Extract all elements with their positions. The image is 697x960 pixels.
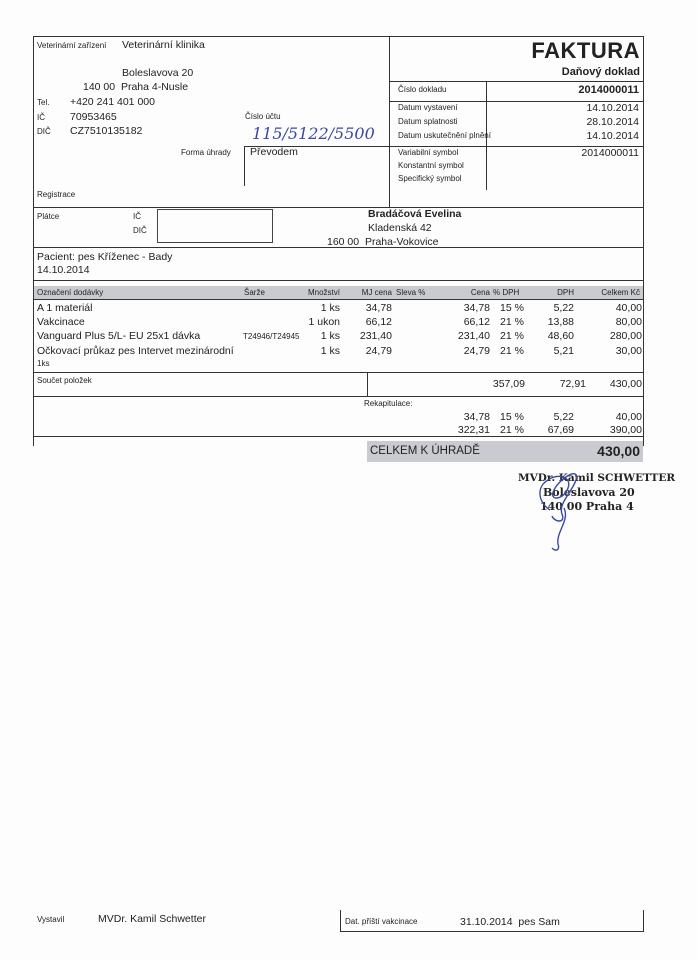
dates-sep-left xyxy=(486,101,487,147)
recap-label: Rekapitulace: xyxy=(364,399,413,408)
issued-value: 14.10.2014 xyxy=(586,102,639,114)
footer-underline xyxy=(340,931,644,932)
cell-vat-rate: 21 % xyxy=(500,345,524,357)
cell-qty: 1 ks xyxy=(320,302,340,314)
divider-sum-bottom xyxy=(33,396,644,397)
sum-label: Součet položek xyxy=(37,376,92,385)
cell-unit-price: 231,40 xyxy=(359,330,392,342)
doc-title: FAKTURA xyxy=(531,38,640,63)
ic-value: 70953465 xyxy=(70,111,117,123)
divider-patient xyxy=(33,280,644,281)
var-symbol-label: Variabilní symbol xyxy=(398,148,459,157)
payer-name: Bradáčová Evelina xyxy=(368,208,462,220)
supplier-city: 140 00 Praha 4-Nusle xyxy=(83,81,189,93)
payer-ic-label: IČ xyxy=(133,212,141,221)
due-value: 28.10.2014 xyxy=(586,116,639,128)
cell-item: Vakcinace xyxy=(37,316,85,328)
frame-left xyxy=(33,36,34,446)
account-handwritten: 115/5122/5500 xyxy=(252,124,375,143)
sum-vat: 72,91 xyxy=(559,378,586,390)
recap-price: 34,78 xyxy=(463,411,490,423)
cell-price: 231,40 xyxy=(457,330,490,342)
ic-label: IČ xyxy=(37,113,45,122)
table-header-underline xyxy=(33,299,644,300)
sum-sep xyxy=(367,372,368,397)
recap-total: 390,00 xyxy=(609,424,642,436)
const-symbol-label: Konstantní symbol xyxy=(398,161,464,170)
next-vacc-value: 31.10.2014 pes Sam xyxy=(460,916,560,928)
cell-price: 24,79 xyxy=(463,345,490,357)
recap-total: 40,00 xyxy=(615,411,642,423)
grand-total-value: 430,00 xyxy=(597,443,640,459)
cell-unit-price: 34,78 xyxy=(365,302,392,314)
cell-qty: 1 ks xyxy=(320,345,340,357)
payer-city: 160 00 Praha-Vokovice xyxy=(327,236,439,248)
divider-registration xyxy=(33,207,644,208)
stamp-line3: 140 00 Praha 4 xyxy=(540,500,634,513)
cell-item-line2: 1ks xyxy=(37,359,50,368)
th-price: Cena xyxy=(470,288,490,297)
divider-sum-top xyxy=(33,372,644,373)
cell-item: A 1 materiál xyxy=(37,302,93,314)
sum-price: 357,09 xyxy=(492,378,525,390)
cell-total: 80,00 xyxy=(615,316,642,328)
taxable-label: Datum uskutečnění plnění xyxy=(398,131,491,140)
issued-label: Datum vystavení xyxy=(398,103,458,112)
cell-vat-rate: 15 % xyxy=(500,302,524,314)
footer-divider xyxy=(340,910,341,932)
recap-vat: 5,22 xyxy=(553,411,574,423)
cell-vat: 48,60 xyxy=(547,330,574,342)
th-discount: Sleva % xyxy=(396,288,426,297)
patient-line: Pacient: pes Kříženec - Bady xyxy=(37,251,173,263)
divider-supplier xyxy=(389,36,390,208)
cell-vat: 5,21 xyxy=(553,345,574,357)
stamp-line2: Boleslavova 20 xyxy=(543,486,635,499)
doc-number-sep xyxy=(486,81,487,102)
payer-label: Plátce xyxy=(37,212,60,221)
due-label: Datum splatnosti xyxy=(398,117,458,126)
tel-label: Tel. xyxy=(37,98,50,107)
th-vat-rate: % DPH xyxy=(493,288,520,297)
supplier-name: Veterinární klinika xyxy=(122,39,205,51)
frame-top xyxy=(33,36,644,37)
issued-by-label: Vystavil xyxy=(37,915,65,924)
th-vat: DPH xyxy=(557,288,574,297)
th-total: Celkem Kč xyxy=(601,288,640,297)
dic-label: DIČ xyxy=(37,127,51,136)
cell-vat: 13,88 xyxy=(547,316,574,328)
th-qty: Množství xyxy=(307,288,340,297)
signature xyxy=(528,462,598,554)
payment-value: Převodem xyxy=(250,146,298,158)
recap-vat: 67,69 xyxy=(547,424,574,436)
registration-label: Registrace xyxy=(37,190,76,199)
cell-unit-price: 24,79 xyxy=(365,345,392,357)
frame-right xyxy=(643,36,644,446)
payer-street: Kladenská 42 xyxy=(368,222,432,234)
supplier-street: Boleslavova 20 xyxy=(122,67,194,79)
var-symbol-value: 2014000011 xyxy=(581,147,639,159)
recap-price: 322,31 xyxy=(457,424,490,436)
cell-qty: 1 ks xyxy=(320,330,340,342)
tel-value: +420 241 401 000 xyxy=(70,96,155,108)
doc-number-label: Číslo dokladu xyxy=(398,85,447,94)
footer-right xyxy=(643,910,644,932)
cell-batch: T24946/T24945 xyxy=(243,332,300,341)
th-batch: Šarže xyxy=(244,288,265,297)
recap-rate: 15 % xyxy=(500,411,524,423)
cell-unit-price: 66,12 xyxy=(365,316,392,328)
cell-total: 30,00 xyxy=(615,345,642,357)
account-label: Číslo účtu xyxy=(245,112,281,121)
doc-subtitle: Daňový doklad xyxy=(561,66,640,78)
payment-label: Forma úhrady xyxy=(181,148,231,157)
taxable-value: 14.10.2014 xyxy=(586,130,639,142)
cell-total: 40,00 xyxy=(615,302,642,314)
cell-vat-rate: 21 % xyxy=(500,316,524,328)
grand-total-label: CELKEM K ÚHRADĚ xyxy=(370,445,480,457)
recap-rate: 21 % xyxy=(500,424,524,436)
cell-price: 66,12 xyxy=(463,316,490,328)
doc-number-top xyxy=(389,81,644,82)
dic-value: CZ7510135182 xyxy=(70,125,143,137)
th-item: Označení dodávky xyxy=(37,288,104,297)
cell-item: Vanguard Plus 5/L- EU 25x1 dávka xyxy=(37,330,201,342)
divider-recap-bottom xyxy=(33,436,644,437)
cell-price: 34,78 xyxy=(463,302,490,314)
cell-qty: 1 ukon xyxy=(308,316,340,328)
sum-total: 430,00 xyxy=(609,378,642,390)
supplier-label: Veterinární zařízení xyxy=(37,41,107,50)
next-vacc-label: Dat. příští vakcinace xyxy=(345,917,418,926)
doc-number-value: 2014000011 xyxy=(578,84,639,96)
symbols-sep xyxy=(486,146,487,190)
account-box-left xyxy=(244,146,245,186)
cell-vat: 5,22 xyxy=(553,302,574,314)
cell-item: Očkovací průkaz pes Intervet mezinárodní xyxy=(37,345,234,357)
cell-vat-rate: 21 % xyxy=(500,330,524,342)
payer-id-box xyxy=(157,209,273,243)
payer-dic-label: DIČ xyxy=(133,226,147,235)
patient-date: 14.10.2014 xyxy=(37,264,90,276)
issued-by-value: MVDr. Kamil Schwetter xyxy=(98,913,206,925)
spec-symbol-label: Specifický symbol xyxy=(398,174,462,183)
stamp-line1: MVDr. Kamil SCHWETTER xyxy=(518,472,676,484)
th-unit-price: MJ cena xyxy=(361,288,392,297)
cell-total: 280,00 xyxy=(609,330,642,342)
